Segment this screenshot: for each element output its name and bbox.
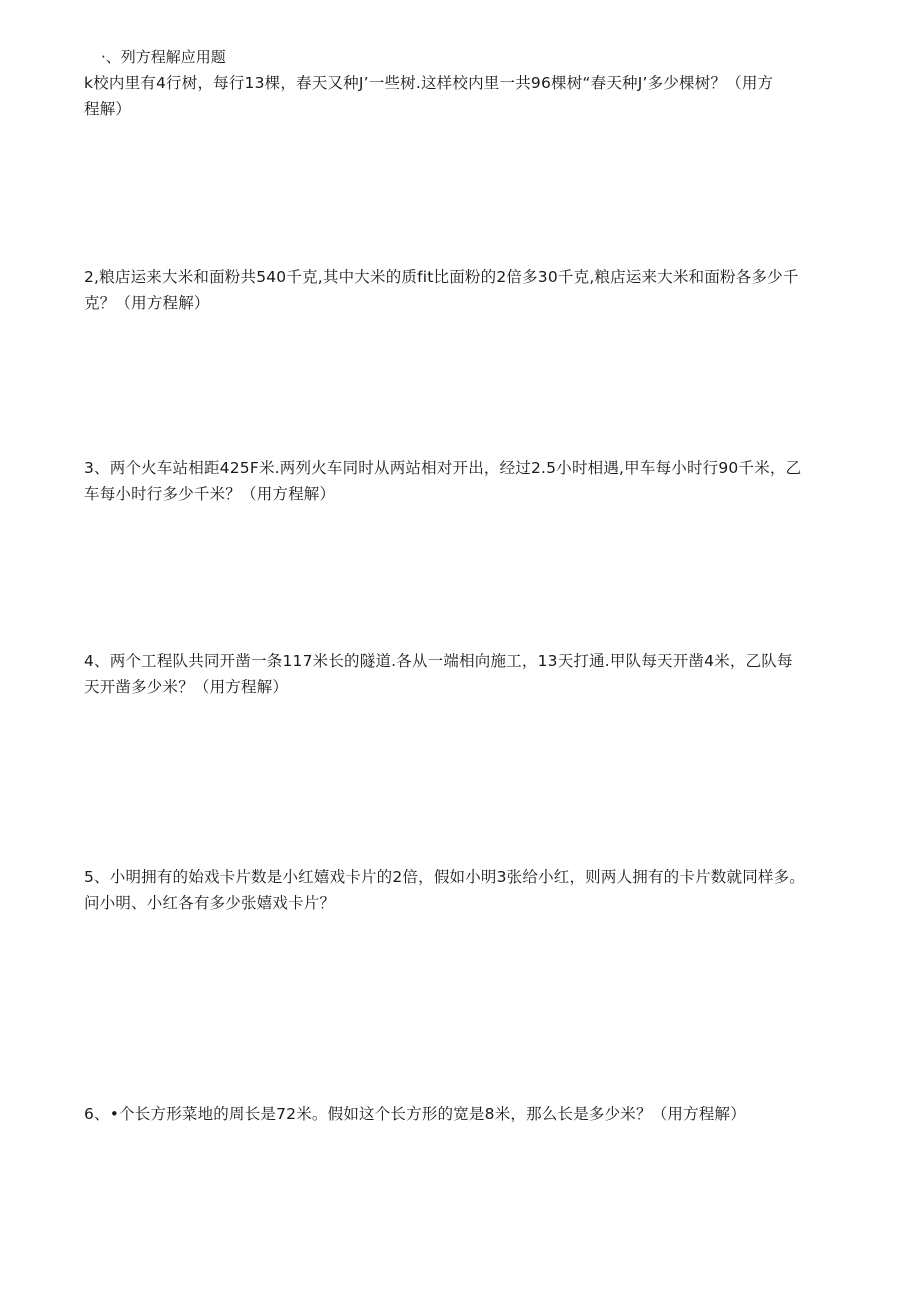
question-4 — [84, 648, 844, 700]
question-1-line-2: 程解） — [84, 100, 132, 118]
question-2-line-1: 2,粮店运来大米和面粉共540千克,其中大米的质fit比面粉的2倍多30千克,粮店运来大米和面粉各多少千 — [84, 268, 799, 286]
question-5-line-1: 5、小明拥有的始戏卡片数是小红嬉戏卡片的2倍，假如小明3张给小红，则两人拥有的卡片数就同样多。 — [84, 868, 805, 886]
question-6 — [84, 1101, 844, 1127]
question-5-line-2: 问小明、小红各有多少张嬉戏卡片？ — [84, 894, 336, 912]
question-5 — [84, 864, 844, 916]
question-3 — [84, 455, 844, 507]
question-3-line-2: 车每小时行多少千米？（用方程解） — [84, 485, 336, 503]
question-6-line-1: 6、•个长方形菜地的周长是72米。假如这个长方形的宽是8米，那么长是多少米？（用方程解） — [84, 1105, 746, 1123]
question-2 — [84, 264, 844, 316]
question-4-line-2: 天开凿多少米？（用方程解） — [84, 678, 289, 696]
question-1 — [84, 70, 844, 122]
section-heading: ·、列方程解应用题 — [101, 48, 226, 66]
question-1-line-1: k校内里有4行树，每行13棵，春天又种J’一些树.这样校内里一共96棵树“春天种J’多少棵树？（用方 — [84, 74, 774, 92]
question-3-line-1: 3、两个火车站相距425F米.两列火车同时从两站相对开出，经过2.5小时相遇,甲车每小时行90千米，乙 — [84, 459, 802, 477]
question-2-line-2: 克？（用方程解） — [84, 294, 210, 312]
question-4-line-1: 4、两个工程队共同开凿一条117米长的隧道.各从一端相向施工，13天打通.甲队每天开凿4米，乙队每 — [84, 652, 793, 670]
